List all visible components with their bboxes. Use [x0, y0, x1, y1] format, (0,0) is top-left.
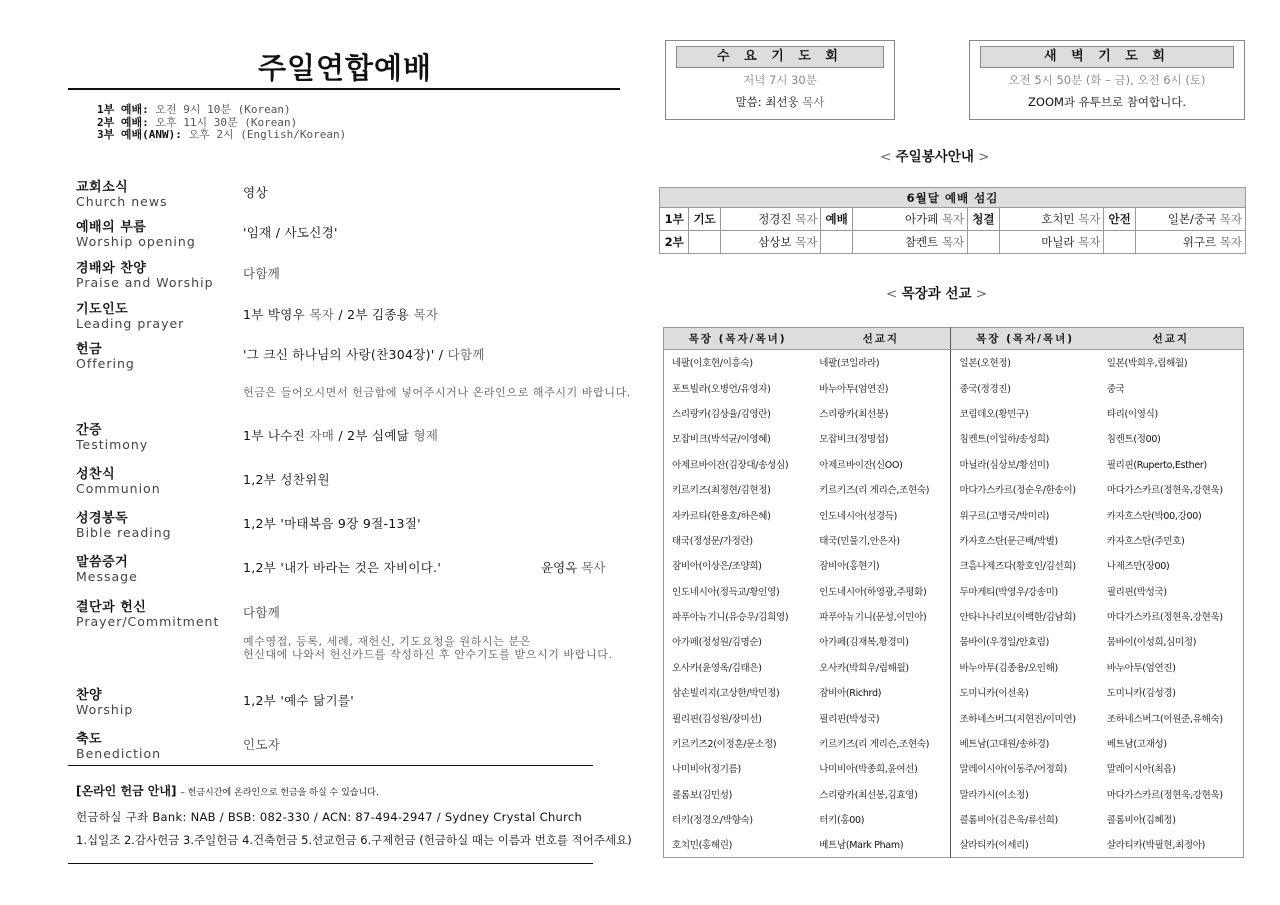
table-cell: 잠비아(이상은/조양희): [672, 561, 762, 573]
table-cell: 타리(이영식): [1106, 408, 1158, 420]
table-cell: 카자흐스탄(박00,강00): [1106, 510, 1202, 522]
program-item-worship: 찬양 Worship 1,2부 '예수 닮기를': [76, 688, 355, 717]
program-item-offering: 헌금 Offering '그 크신 하나님의 사랑(찬304장)' / 다함께: [76, 342, 485, 371]
table-cell: 아가페(정성원/김명순): [672, 637, 762, 649]
table-cell: 파푸아뉴기니(문성,이민아): [811, 603, 951, 628]
table-cell: 필리핀(박성국): [1106, 586, 1167, 598]
table-cell: 키르키즈(최정현/김현정): [672, 485, 771, 497]
table-cell: 나미비아(박종희,윤여선): [811, 756, 951, 781]
table-row: [664, 527, 1244, 552]
table-cell: 콜롬비아(김혜정): [1106, 815, 1176, 827]
table-row: [664, 705, 1244, 730]
table-cell: 터키(정경오/박향숙): [672, 815, 753, 827]
table-cell: 네팔(이호현/이흥숙): [672, 358, 753, 370]
table-row: [664, 502, 1244, 527]
table-cell: 호치민(홍해린): [672, 840, 733, 852]
table-cell: 위구르(고병국/박미리): [959, 510, 1050, 522]
program-item-benediction: 축도 Benediction 인도자: [76, 732, 281, 761]
table-cell: 스리랑카(김상율/김영란): [672, 408, 771, 420]
table-row: [664, 680, 1244, 705]
table-row: [664, 451, 1244, 476]
table-row: [664, 756, 1244, 781]
table-cell: 아제르바이잔(김장대/송성심): [672, 459, 789, 471]
offering-note: 헌금은 들어오시면서 헌금함에 넣어주시거나 온라인으로 해주시기 바랍니다.: [243, 386, 631, 399]
table-cell: 태국(정성문/가정란): [672, 535, 753, 547]
message-speaker: 윤영옥 목사: [541, 560, 606, 575]
service-row-1: 1부 기도 정경진 목자 예배 아가페 목자 청결 호치민 목자 안전 일본/중국 목자: [660, 208, 1246, 231]
table-cell: 삼손빌리지(고상한/박민정): [672, 688, 780, 700]
table-cell: 바누아투(엄연진): [811, 375, 951, 400]
table-cell: 마닐라(심상보/황선미): [959, 459, 1050, 471]
table-row: [664, 832, 1244, 857]
table-cell: 오사카(윤영옥/김태은): [672, 662, 762, 674]
service-time-3: 3부 예배(ANW): 오후 2시 (English/Korean): [97, 128, 347, 141]
online-divider-top: [68, 765, 593, 766]
table-cell: 아가페(김재복,황경미): [811, 629, 951, 654]
table-cell: 잠비아(Richrd): [811, 680, 951, 705]
table-cell: 일본(박희우,림해월): [1106, 358, 1188, 370]
table-cell: 필리핀(박성국): [811, 705, 951, 730]
table-cell: 마다가스카르(정현욱,강현욱): [1106, 789, 1223, 801]
table-cell: 살라티카(박필현,최정아): [1106, 840, 1206, 852]
program-item-prayer: 기도인도 Leading prayer 1부 박영우 목자 / 2부 김종용 목자: [76, 302, 439, 331]
table-cell: 마다가스카르(정순우/한송이): [959, 485, 1076, 497]
table-cell: 말레이시아(이동주/어정희): [959, 764, 1067, 776]
table-cell: 안타나나리보(이백한/김남희): [959, 612, 1076, 624]
service-heading: < 주일봉사안내 >: [880, 149, 990, 165]
program-item-message: 말씀증거 Message 1,2부 '내가 바라는 것은 자비이다.' 윤영옥 목사: [76, 555, 606, 584]
mission-heading: < 목장과 선교 >: [886, 286, 988, 302]
table-row: [664, 654, 1244, 679]
mission-table: [663, 327, 1244, 858]
table-row: [664, 350, 1244, 375]
table-cell: 스리랑카(최선봉): [811, 400, 951, 425]
dawn-prayer-time: 오전 5시 50분 (화 – 금), 오전 6시 (토): [1008, 73, 1206, 87]
table-row: [664, 603, 1244, 628]
table-cell: 마다가스카르(정현욱,강현욱): [1106, 485, 1223, 497]
table-cell: 베트남(고대원/송하경): [959, 739, 1050, 751]
program-item-testimony: 간증 Testimony 1부 나수진 자매 / 2부 심예닮 형제: [76, 423, 439, 452]
table-cell: 침켄트(이일하/송성희): [959, 434, 1050, 446]
online-divider-bottom: [68, 863, 593, 864]
table-cell: 크흠나제즈다(황호인/김선희): [959, 561, 1076, 573]
title-divider: [68, 88, 620, 90]
table-row: [664, 807, 1244, 832]
table-cell: 파푸아뉴기니(유승우/김희영): [672, 612, 789, 624]
table-cell: 나미비아(정기름): [672, 764, 741, 776]
bank-account-info: 헌금하실 구좌 Bank: NAB / BSB: 082-330 / ACN: 87-494-2947 / Sydney Crystal Church: [76, 810, 583, 824]
table-row: [664, 375, 1244, 400]
service-time-1: 1부 예배: 오전 9시 10분 (Korean): [97, 103, 291, 116]
table-cell: 일본(오현정): [959, 358, 1011, 370]
table-cell: 아제르바이잔(신OO): [811, 451, 951, 476]
table-cell: 코림데오(황민구): [959, 408, 1029, 420]
table-cell: 키르키즈(리 게리슨,조현숙): [811, 730, 951, 755]
program-item-church-news: 교회소식 Church news 영상: [76, 180, 268, 209]
table-cell: 모잡비크(박석균/이영혜): [672, 434, 771, 446]
table-cell: 잠비아(홍현기): [811, 553, 951, 578]
table-cell: 필리핀(Ruperto,Esther): [1106, 459, 1207, 471]
table-cell: 터키(홍00): [811, 807, 951, 832]
program-item-bible-reading: 성경봉독 Bible reading 1,2부 '마태복음 9장 9절-13절': [76, 511, 421, 540]
table-cell: 베트남(Mark Pham): [811, 832, 951, 857]
table-row: [664, 426, 1244, 451]
service-table-title: 6월달 예배 섬김: [660, 188, 1246, 208]
table-cell: 도미니카(이선옥): [959, 688, 1029, 700]
table-cell: 콜롬보(김민성): [672, 789, 733, 801]
table-cell: 바누아투(김종용/오인해): [959, 662, 1058, 674]
table-cell: 조하네스버그(이원준,유해숙): [1106, 713, 1223, 725]
table-cell: 네팔(코일라라): [811, 350, 951, 375]
table-row: [664, 629, 1244, 654]
dawn-prayer-box: [969, 40, 1245, 120]
table-cell: 뭄바이(우경일/안효림): [959, 637, 1050, 649]
commitment-note: 예수영접, 등록, 세례, 재헌신, 기도요청을 원하시는 분은 헌신대에 나와서 헌신카드를 작성하신 후 안수기도를 받으시기 바랍니다.: [243, 635, 613, 661]
table-cell: 도미니카(김성경): [1106, 688, 1176, 700]
wednesday-prayer-title: 수 요 기 도 회: [676, 46, 884, 68]
table-cell: 말라가시(이소정): [959, 789, 1029, 801]
table-cell: 침켄트(정00): [1106, 434, 1161, 446]
table-cell: 베트남(고재성): [1106, 739, 1167, 751]
table-cell: 인도네시아(정득교/황인영): [672, 586, 780, 598]
table-cell: 나제즈만(장00): [1106, 561, 1170, 573]
table-cell: 포트빌라(오병언/유영자): [672, 383, 771, 395]
table-cell: 태국(민물기,안은자): [811, 527, 951, 552]
table-cell: 중국: [1106, 383, 1125, 395]
service-table: [659, 187, 1246, 254]
offering-types: 1.십일조 2.감사헌금 3.주일헌금 4.건축헌금 5.선교헌금 6.구제헌금 (헌금하실 때는 이름과 번호를 적어주세요): [76, 833, 632, 847]
table-row: [664, 400, 1244, 425]
page-title: 주일연합예배: [257, 51, 433, 85]
table-cell: 키르키즈2(이정훈/문소정): [672, 739, 777, 751]
table-cell: 인도네시아(하영광,주평화): [811, 578, 951, 603]
table-cell: 자카르타(한용호/하은혜): [672, 510, 771, 522]
table-cell: 마다가스카르(정현욱,강현욱): [1106, 612, 1223, 624]
table-cell: 뭄바이(이성희,심미정): [1106, 637, 1197, 649]
table-cell: 인도네시아(성경득): [811, 502, 951, 527]
program-item-worship-opening: 예배의 부름 Worship opening '임재 / 사도신경': [76, 220, 338, 249]
table-cell: 말레이시아(최읍): [1106, 764, 1176, 776]
program-item-praise: 경배와 찬양 Praise and Worship 다함께: [76, 261, 281, 290]
online-offering-title: [온라인 헌금 안내] – 헌금시간에 온라인으로 헌금을 하실 수 있습니다.: [76, 784, 379, 798]
table-cell: 필리핀(김성원/장미선): [672, 713, 762, 725]
service-times: [97, 104, 346, 142]
table-cell: 스리랑카(최선봉,김효영): [811, 781, 951, 806]
table-row: [664, 553, 1244, 578]
wednesday-prayer-time: 저녁 7시 30분: [743, 73, 817, 87]
table-cell: 카자흐스탄(주민호): [1106, 535, 1185, 547]
table-row: [664, 781, 1244, 806]
table-cell: 살라티카(이세리): [959, 840, 1029, 852]
program-item-communion: 성찬식 Communion 1,2부 성찬위원: [76, 467, 330, 496]
table-cell: 오사카(박희우/림해월): [811, 654, 951, 679]
wednesday-prayer-speaker: 말씀: 최선웅 목사: [735, 95, 825, 109]
table-cell: 키르키즈(리 게리슨,조현숙): [811, 476, 951, 501]
table-row: [664, 730, 1244, 755]
table-cell: 중국(정경진): [959, 383, 1011, 395]
table-cell: 카자흐스탄(문근배/박별): [959, 535, 1058, 547]
table-cell: 콜롬비아(김은욱/류선희): [959, 815, 1058, 827]
table-cell: 모잡비크(정명섭): [811, 426, 951, 451]
service-time-2: 2부 예배: 오후 11시 30분 (Korean): [97, 115, 298, 129]
table-cell: 두마게티(박영우/강송미): [959, 586, 1058, 598]
table-cell: 조하네스버그(지현진/이미연): [959, 713, 1076, 725]
wednesday-prayer-box: [665, 40, 895, 120]
service-row-2: 2부 삼상보 목자 참켄트 목자 마닐라 목자 위구르 목자: [660, 231, 1246, 254]
program-item-commitment: 결단과 헌신 Prayer/Commitment 다함께: [76, 600, 281, 629]
dawn-prayer-title: 새 벽 기 도 회: [980, 46, 1234, 68]
mission-table-header: 목장 (목자/목녀) 선교지 목장 (목자/목녀) 선교지: [664, 328, 1244, 350]
table-row: [664, 578, 1244, 603]
table-cell: 바누아투(엄연진): [1106, 662, 1176, 674]
table-row: [664, 476, 1244, 501]
dawn-prayer-note: ZOOM과 유투브로 참여합니다.: [1028, 95, 1186, 109]
